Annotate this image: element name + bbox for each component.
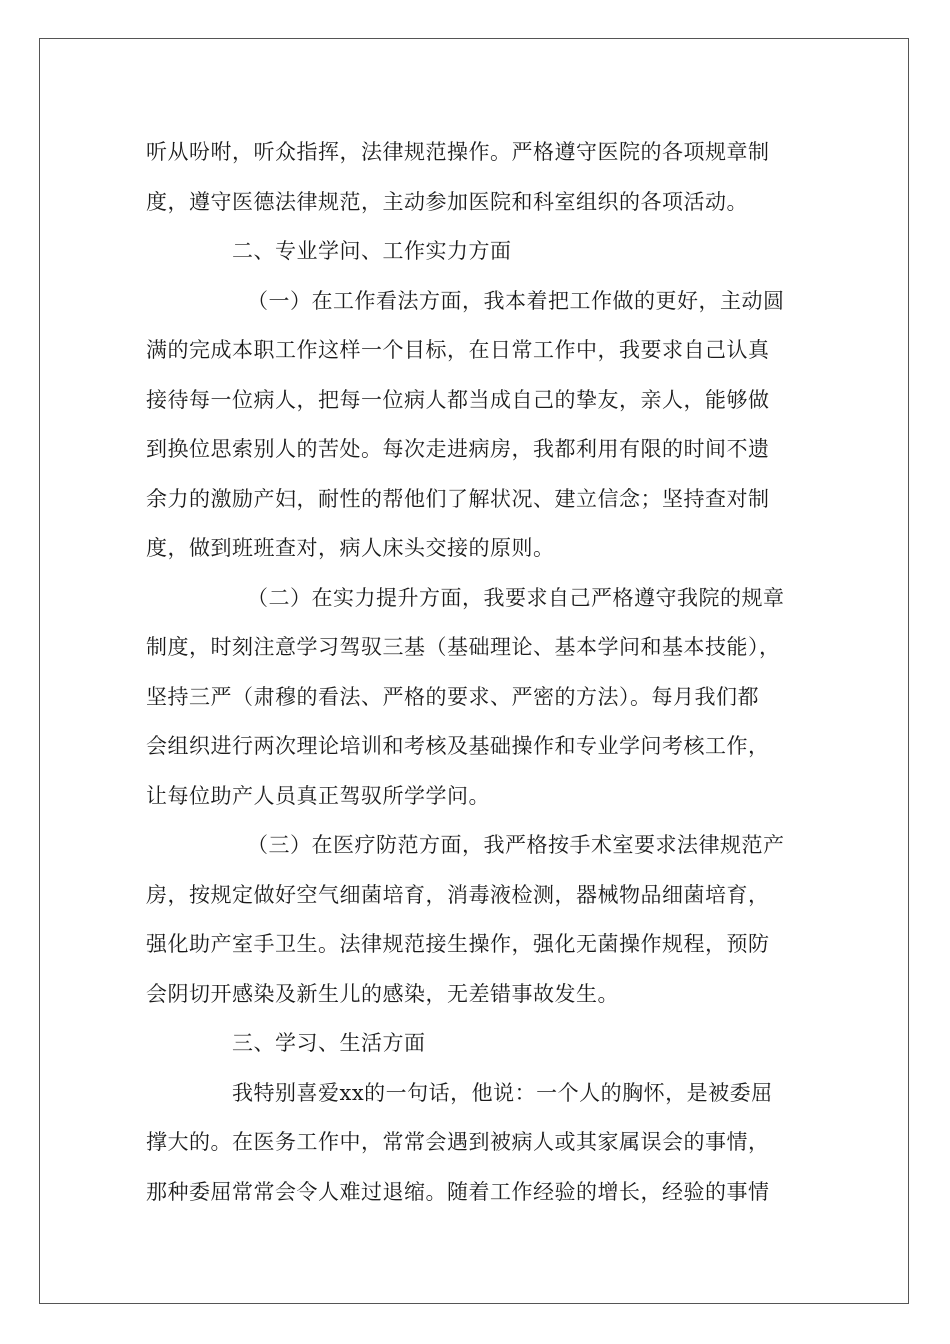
section-heading: 三、学习、生活方面 [232,1031,426,1055]
text-line: 撑大的。在医务工作中，常常会遇到被病人或其家属误会的事情， [146,1130,770,1154]
text-line: 到换位思索别人的苦处。每次走进病房，我都利用有限的时间不遗 [146,437,770,461]
text-line: 接待每一位病人，把每一位病人都当成自己的挚友，亲人，能够做 [146,387,770,412]
subsection-line: （三）在医疗防范方面，我严格按手术室要求法律规范产 [247,833,785,857]
text-line: 度，做到班班查对，病人床头交接的原则。 [146,536,555,560]
section-heading: 二、专业学问、工作实力方面 [232,239,512,263]
text-line: 余力的激励产妇，耐性的帮他们了解状况、建立信念；坚持查对制 [146,486,770,511]
text-line: 度，遵守医德法律规范，主动参加医院和科室组织的各项活动。 [146,189,748,214]
text-line: 那种委屈常常会令人难过退缩。随着工作经验的增长，经验的事情 [146,1179,770,1204]
text-line: 让每位助产人员真正驾驭所学学问。 [146,783,490,808]
text-line: 房，按规定做好空气细菌培育，消毒液检测，器械物品细菌培育， [146,882,770,907]
document-body [146,132,811,1221]
subsection-line: （一）在工作看法方面，我本着把工作做的更好，主动圆 [247,288,785,313]
text-line: 会阴切开感染及新生儿的感染，无差错事故发生。 [146,981,619,1006]
text-line: 坚持三严（肃穆的看法、严格的要求、严密的方法）。每月我们都 [146,684,759,709]
text-line: 强化助产室手卫生。法律规范接生操作，强化无菌操作规程，预防 [146,932,770,956]
text-line: 会组织进行两次理论培训和考核及基础操作和专业学问考核工作， [146,734,770,758]
text-line: 听从吩咐，听众指挥，法律规范操作。严格遵守医院的各项规章制 [146,140,770,164]
text-line: 满的完成本职工作这样一个目标，在日常工作中，我要求自己认真 [146,338,770,362]
text-line: 制度，时刻注意学习驾驭三基（基础理论、基本学问和基本技能）， [146,635,781,659]
subsection-line: （二）在实力提升方面，我要求自己严格遵守我院的规章 [247,585,785,610]
paragraph-start-line: 我特别喜爱xx的一句话，他说：一个人的胸怀，是被委屈 [232,1080,773,1105]
